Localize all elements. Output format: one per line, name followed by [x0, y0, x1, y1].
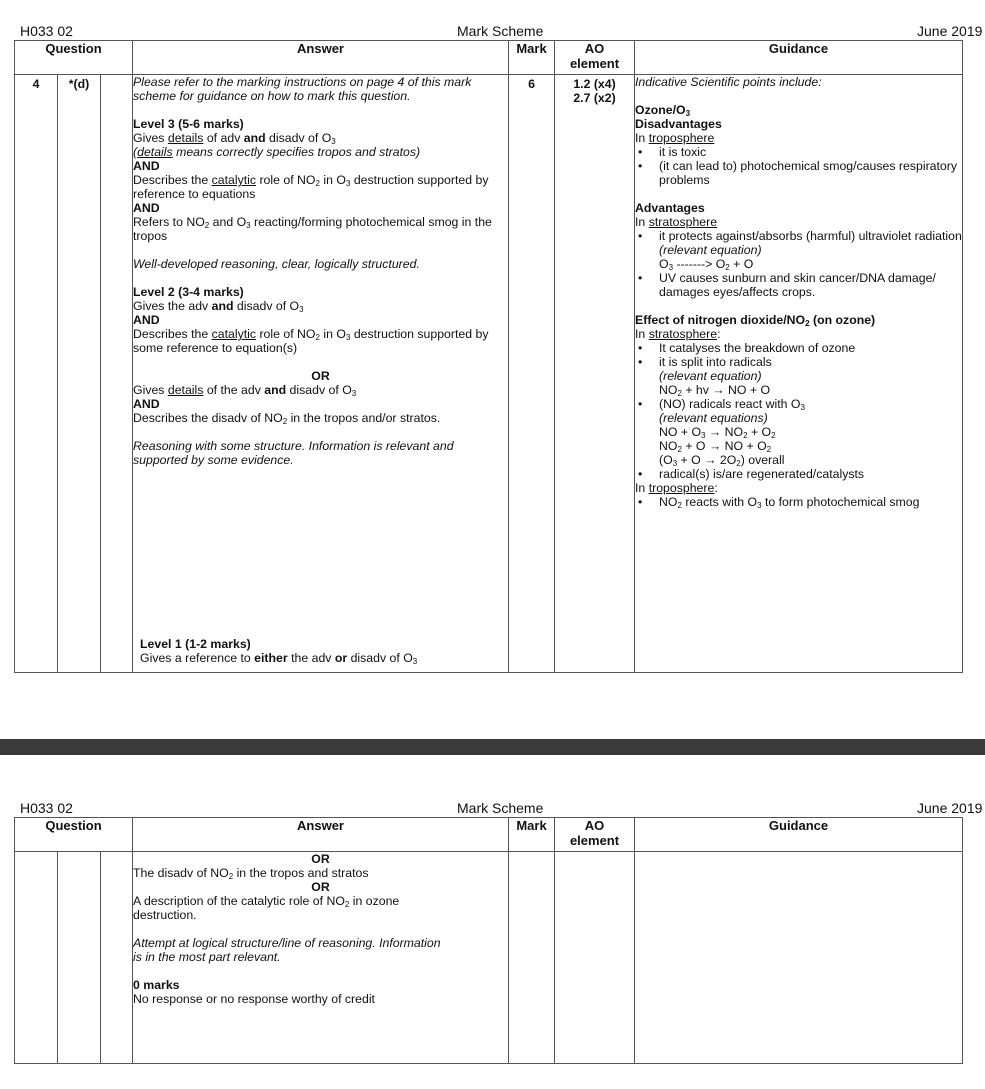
question-subpart	[101, 75, 133, 673]
disadvantages-heading: Disadvantages	[635, 117, 722, 131]
table-row	[15, 852, 963, 1064]
doc-title: Mark Scheme	[457, 23, 544, 39]
level-1-line: A description of the catalytic role of $NO_2$ in ozone destruction.	[133, 894, 400, 922]
question-part	[58, 852, 101, 1064]
level-2-communication: Reasoning with some structure. Information is relevant and supported by some evidence.	[133, 439, 454, 467]
list-item: • it is split into radicals	[635, 355, 962, 369]
and-connector: AND	[133, 397, 160, 411]
advantages-heading: Advantages	[635, 201, 705, 215]
level-1-line: Gives a reference to either the adv or disadv of $O_3$	[140, 651, 418, 666]
level-3-line: Gives details of adv and disadv of $O_3$	[133, 131, 336, 146]
question-number	[15, 852, 58, 1064]
question-part: *(d)	[58, 75, 101, 673]
question-subpart	[101, 852, 133, 1064]
or-connector: OR	[311, 880, 330, 894]
level-3-communication: Well-developed reasoning, clear, logically structured.	[133, 257, 420, 271]
mark-scheme-table-1	[14, 40, 963, 673]
troposphere-label: In troposphere	[635, 131, 715, 145]
question-header: Question	[15, 41, 133, 75]
level-3-line: Describes the catalytic role of $NO_2$ in $O_3$ destruction supported by reference to equations	[133, 173, 489, 201]
guidance-intro: Indicative Scientific points include:	[635, 75, 822, 89]
relevant-equation-label: (relevant equation)	[659, 369, 762, 383]
level-3-line: (details means correctly specifies tropos and stratos)	[133, 145, 421, 159]
mark-value	[509, 852, 555, 1064]
list-item: • radical(s) is/are regenerated/catalysts	[635, 467, 962, 481]
answer-header: Answer	[133, 818, 509, 852]
level-2-heading: Level 2 (3-4 marks)	[133, 285, 244, 299]
level-3-line: Refers to $NO_2$ and $O_3$ reacting/forming photochemical smog in the tropos	[133, 215, 492, 243]
list-item: • it is toxic	[635, 145, 962, 159]
exam-date: June 2019	[917, 23, 983, 39]
nitrogen-dioxide-heading: Effect of nitrogen dioxide/$NO_2$ (on ozone)	[635, 313, 876, 328]
list-item: • it protects against/absorbs (harmful) ultraviolet radiation	[635, 229, 962, 243]
page-header-2	[20, 801, 985, 817]
guidance-header: Guidance	[635, 41, 963, 75]
equation-line: NO + $O_3 \to NO_2 + O_2$	[659, 425, 776, 440]
page-divider	[0, 739, 985, 755]
guidance-header: Guidance	[635, 818, 963, 852]
level-1-heading: Level 1 (1-2 marks)	[140, 637, 251, 651]
or-connector: OR	[311, 369, 330, 383]
level-1-line: The disadv of $NO_2$ in the tropos and stratos	[133, 866, 369, 881]
mark-header: Mark	[509, 41, 555, 75]
equation-line: $(O_3 + O \to 2O_2)$ overall	[659, 453, 785, 468]
paper-code: H033 02	[20, 23, 73, 39]
zero-marks-heading: 0 marks	[133, 978, 180, 992]
list-item: • UV causes sunburn and skin cancer/DNA damage/ damages eyes/affects crops.	[635, 271, 962, 299]
stratosphere-label: In stratosphere:	[635, 327, 721, 341]
table-header-row	[15, 41, 963, 75]
ao-value	[555, 852, 635, 1064]
list-item: • $NO_2$ reacts with $O_3$ to form photochemical smog	[635, 495, 962, 509]
answer-header: Answer	[133, 41, 509, 75]
ao-header: AO element	[555, 41, 635, 75]
list-item: • It catalyses the breakdown of ozone	[635, 341, 962, 355]
troposphere-label: In troposphere:	[635, 481, 718, 495]
guidance-cell	[635, 852, 963, 1064]
page-header-1	[20, 24, 985, 40]
doc-title: Mark Scheme	[457, 800, 544, 816]
stratosphere-label: In stratosphere	[635, 215, 718, 229]
level-1-block	[140, 637, 502, 665]
paper-code: H033 02	[20, 800, 73, 816]
equation-line: $NO_2 + O$ → NO + $O_2$	[659, 439, 772, 454]
exam-date: June 2019	[917, 800, 983, 816]
list-item: • (NO) radicals react with $O_3$	[635, 397, 962, 411]
table-row	[15, 75, 963, 673]
guidance-cell	[635, 75, 963, 673]
and-connector: AND	[133, 313, 160, 327]
question-number: 4	[15, 75, 58, 673]
relevant-equations-label: (relevant equations)	[659, 411, 768, 425]
ao-value: 1.2 (x4) 2.7 (x2)	[555, 75, 635, 673]
level-1-communication: Attempt at logical structure/line of reasoning. Information is in the most part relevant.	[133, 936, 441, 964]
answer-cell	[133, 852, 509, 1064]
question-header: Question	[15, 818, 133, 852]
list-item: • (it can lead to) photochemical smog/causes respiratory problems	[635, 159, 962, 187]
or-connector: OR	[311, 852, 330, 866]
and-connector: AND	[133, 201, 160, 215]
mark-scheme-table-2	[14, 817, 963, 1064]
zero-marks-text: No response or no response worthy of credit	[133, 992, 375, 1006]
mark-value: 6	[509, 75, 555, 673]
mark-header: Mark	[509, 818, 555, 852]
ozone-heading: Ozone/$O_3$	[635, 103, 691, 118]
ozone-equation: $O_3$ -------> $O_2 + O$	[659, 257, 754, 272]
answer-intro: Please refer to the marking instructions on page 4 of this mark scheme for guidance on how to mark this question.	[133, 75, 472, 103]
ao-header: AO element	[555, 818, 635, 852]
and-connector: AND	[133, 159, 160, 173]
level-2-line: Describes the catalytic role of $NO_2$ in $O_3$ destruction supported by some reference to equation(s)	[133, 327, 489, 355]
relevant-equation-label: (relevant equation)	[659, 243, 762, 257]
answer-cell	[133, 75, 509, 673]
level-3-heading: Level 3 (5-6 marks)	[133, 117, 244, 131]
level-2-line: Gives details of the adv and disadv of $O_3$	[133, 383, 357, 398]
no2-split-equation: $NO_2$ + hv → NO + O	[659, 383, 771, 398]
level-2-line: Gives the adv and disadv of $O_3$	[133, 299, 304, 314]
level-2-line: Describes the disadv of $NO_2$ in the tropos and/or stratos.	[133, 411, 441, 426]
table-header-row	[15, 818, 963, 852]
